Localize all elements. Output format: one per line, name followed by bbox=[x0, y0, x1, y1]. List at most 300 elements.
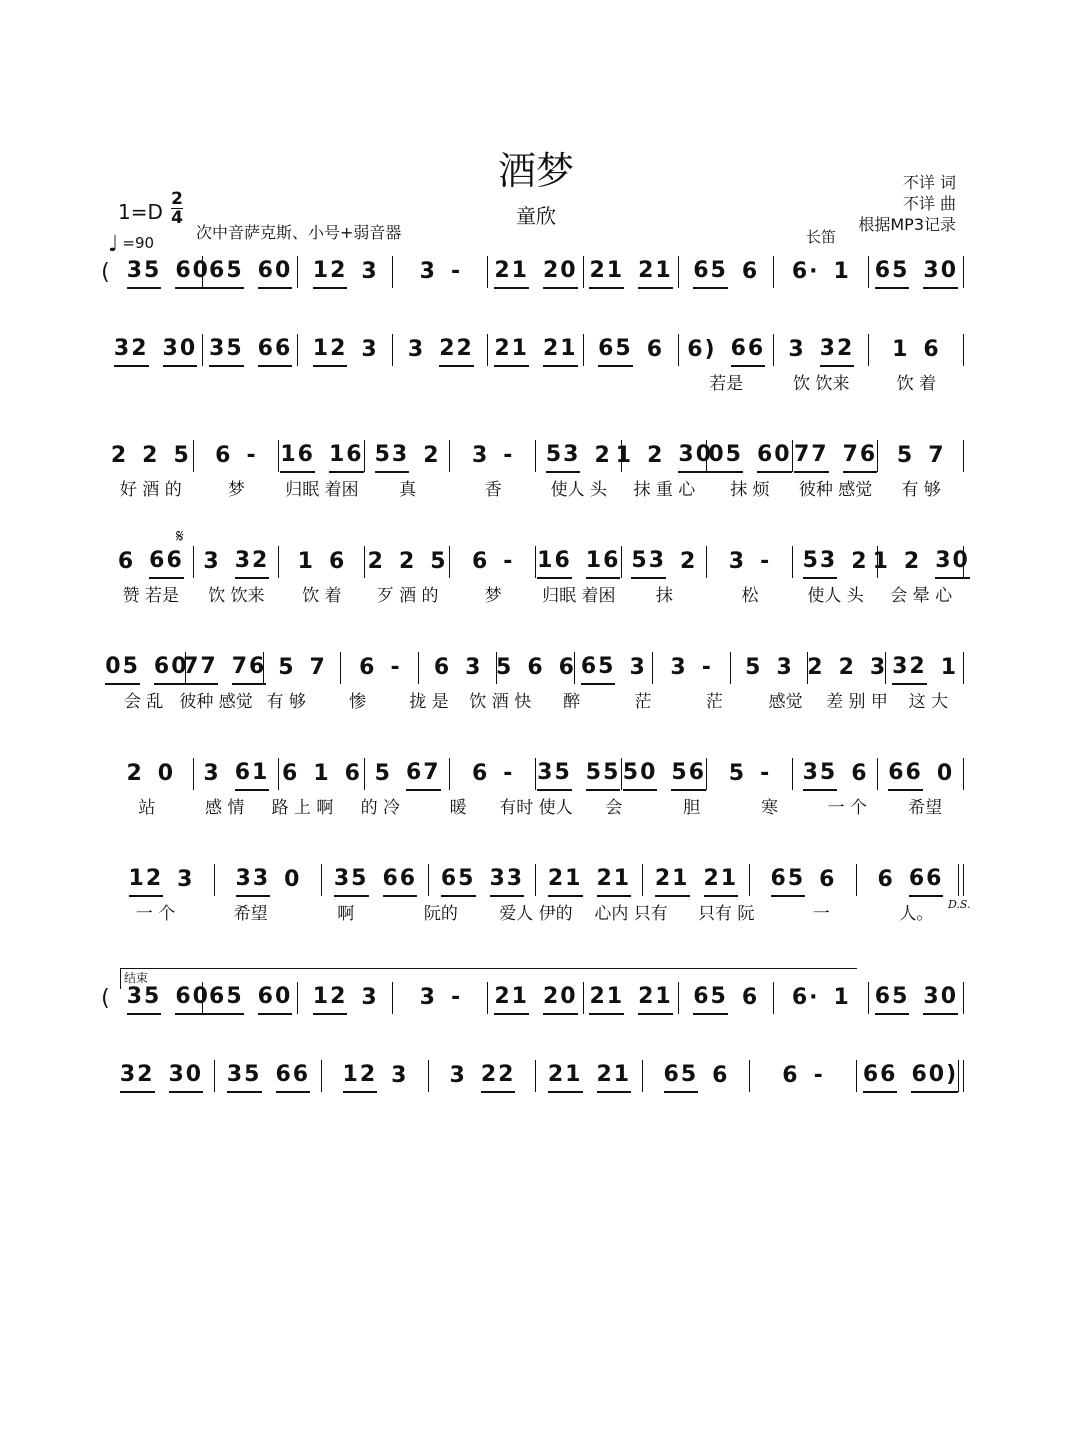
lyric-syllable: 会 乱 bbox=[123, 692, 164, 712]
measure bbox=[793, 759, 879, 789]
note-group: 60 bbox=[154, 652, 189, 685]
note-group: 21 bbox=[597, 1060, 632, 1093]
note-group: 65 bbox=[598, 334, 633, 367]
note-group: 20 bbox=[543, 982, 578, 1015]
note-group: 3 bbox=[361, 984, 379, 1010]
lyric-syllable: 歹 酒 的 bbox=[376, 586, 439, 606]
note-group: 66 bbox=[276, 1060, 311, 1093]
note-group: 21 bbox=[548, 1060, 583, 1093]
note-group: 60) bbox=[911, 1060, 958, 1093]
note-group: 6 bbox=[527, 654, 545, 680]
measure bbox=[774, 983, 869, 1013]
note-group: 1 bbox=[833, 258, 851, 284]
note-group: 30 bbox=[678, 440, 713, 473]
note-group: - bbox=[813, 1062, 825, 1088]
note-group: 3 bbox=[407, 336, 426, 362]
lyric-syllable: 心内 只有 bbox=[594, 904, 668, 924]
note-group: 2 bbox=[851, 548, 869, 574]
lyric-syllable: 使人 头 bbox=[807, 586, 864, 606]
measure bbox=[194, 759, 280, 789]
measure bbox=[536, 759, 622, 789]
note-group: 16 bbox=[280, 440, 315, 473]
note-group: 65 bbox=[441, 864, 476, 897]
note-group: 50 bbox=[623, 758, 658, 791]
note-group: 3 bbox=[203, 760, 221, 786]
measure bbox=[365, 547, 451, 577]
note-group: 5 bbox=[430, 548, 448, 574]
lyric-syllable: 会 晕 心 bbox=[890, 586, 953, 606]
lyric-syllable bbox=[298, 373, 393, 395]
lyric-syllable: 醉 bbox=[563, 692, 581, 712]
lyric-syllable: 站 bbox=[138, 798, 156, 818]
measure bbox=[707, 441, 793, 471]
lyric-syllable: 归眠 着困 bbox=[285, 480, 359, 500]
key-signature: 1=D bbox=[118, 200, 163, 224]
note-group: 76 bbox=[843, 440, 878, 473]
lyric-syllable: 感 情 bbox=[205, 798, 245, 818]
note-group: - bbox=[760, 548, 772, 574]
note-group: 77 bbox=[183, 652, 218, 685]
note-group: 32 bbox=[114, 334, 149, 367]
lyric-syllable: 爱人 伊的 bbox=[499, 904, 573, 924]
note-group: 3 bbox=[177, 866, 195, 892]
note-group: 2 bbox=[594, 442, 612, 468]
measure bbox=[774, 335, 869, 365]
instrument-note: 次中音萨克斯、小号+弱音器 bbox=[196, 223, 402, 242]
measure bbox=[679, 335, 774, 365]
measure bbox=[575, 653, 653, 683]
measure bbox=[774, 257, 869, 287]
measure bbox=[341, 653, 419, 683]
lyric-syllable bbox=[584, 373, 679, 395]
measure bbox=[429, 1061, 536, 1091]
note-group: 21 bbox=[638, 982, 673, 1015]
lyric-syllable: 希望 bbox=[908, 798, 943, 818]
measure bbox=[488, 983, 583, 1013]
lyric-syllable: 茫 bbox=[634, 692, 652, 712]
lyric-syllable: 的 冷 bbox=[360, 798, 401, 818]
note-group: 77 bbox=[794, 440, 829, 473]
measure bbox=[679, 983, 774, 1013]
measure bbox=[108, 335, 203, 365]
measure bbox=[869, 257, 964, 287]
note-group: 16 bbox=[537, 546, 572, 579]
measure bbox=[497, 653, 575, 683]
measure bbox=[584, 257, 679, 287]
note-group: 16 bbox=[586, 546, 621, 579]
note-group: 35 bbox=[127, 256, 162, 289]
note-group: 5 bbox=[278, 654, 296, 680]
bar-line bbox=[963, 1060, 964, 1092]
note-group: 6 bbox=[328, 548, 347, 574]
note-group: 3 bbox=[788, 336, 806, 362]
note-group: 5 bbox=[745, 654, 763, 680]
note-group: 65 bbox=[664, 1060, 699, 1093]
note-group: 65 bbox=[209, 256, 244, 289]
measure bbox=[279, 759, 365, 789]
measure bbox=[108, 759, 194, 789]
note-group: 2 bbox=[398, 548, 417, 574]
measure bbox=[108, 547, 194, 577]
note-group: 60 bbox=[258, 256, 293, 289]
note-group: - bbox=[503, 442, 515, 468]
lyric-syllable: 这 大 bbox=[908, 692, 949, 712]
tempo-value: =90 bbox=[122, 234, 155, 252]
time-signature-top: 2 bbox=[171, 189, 183, 209]
tempo-marking bbox=[108, 232, 154, 257]
note-group: 30 bbox=[923, 256, 958, 289]
ending-label: 结束 bbox=[124, 971, 149, 985]
measure bbox=[450, 441, 536, 471]
measure bbox=[886, 653, 964, 683]
note-group: 6 bbox=[471, 548, 490, 574]
note-group: 6) bbox=[687, 336, 717, 362]
note-group: 61 bbox=[235, 758, 270, 791]
measure bbox=[215, 1061, 322, 1091]
lyric-syllable: 只有 阮 bbox=[698, 904, 755, 924]
lyric-syllable: 彼种 感觉 bbox=[798, 480, 873, 500]
note-group: 6 bbox=[741, 258, 760, 284]
note-group: 30 bbox=[169, 1060, 204, 1093]
score-row bbox=[101, 257, 964, 287]
note-group: 1 bbox=[940, 654, 959, 680]
score-row bbox=[108, 759, 964, 789]
note-group: 53 bbox=[631, 546, 666, 579]
note-group: 30 bbox=[923, 982, 958, 1015]
note-group: 7 bbox=[928, 442, 946, 468]
measure bbox=[108, 1061, 215, 1091]
note-group: 22 bbox=[481, 1060, 516, 1093]
note-group: 21 bbox=[494, 982, 529, 1015]
measure bbox=[750, 1061, 857, 1091]
note-group: 21 bbox=[548, 864, 583, 897]
score-row bbox=[108, 441, 964, 471]
note-group: - bbox=[503, 548, 515, 574]
note-group: 60 bbox=[757, 440, 792, 473]
measure bbox=[365, 441, 451, 471]
score-row bbox=[108, 335, 964, 365]
note-group: 6 bbox=[471, 760, 490, 786]
note-group: 1 bbox=[297, 548, 315, 574]
note-group: 35 bbox=[803, 758, 838, 791]
credits-block bbox=[858, 172, 956, 235]
lyric-syllable: 胆 bbox=[683, 798, 701, 818]
segno-icon: 𝄋 bbox=[176, 526, 184, 547]
bar-line bbox=[963, 440, 964, 472]
measure bbox=[536, 1061, 643, 1091]
lyric-syllable: 寒 bbox=[760, 798, 778, 818]
note-group: 5 bbox=[896, 442, 915, 468]
measure bbox=[450, 547, 536, 577]
measure bbox=[298, 983, 393, 1013]
note-group: 2 bbox=[110, 442, 129, 468]
note-group: 6 bbox=[712, 1062, 730, 1088]
measure bbox=[322, 865, 429, 895]
bar-line bbox=[963, 546, 964, 578]
note-group: 5 bbox=[173, 442, 191, 468]
note-group: 3 bbox=[361, 336, 379, 362]
note-group: 65 bbox=[581, 652, 616, 685]
note-group: 3 bbox=[419, 984, 437, 1010]
note-group: 32 bbox=[820, 334, 855, 367]
lyricist-credit: 不详 词 bbox=[902, 173, 956, 192]
note-group: 53 bbox=[375, 440, 410, 473]
note-group: 5 bbox=[374, 760, 392, 786]
lyric-syllable: 有 够 bbox=[266, 692, 307, 712]
note-group: 30 bbox=[935, 546, 970, 579]
lyric-syllable: 抹 烦 bbox=[730, 480, 770, 500]
note-group: 6 bbox=[215, 442, 233, 468]
note-group: 30 bbox=[163, 334, 198, 367]
note-group: 2 bbox=[423, 442, 441, 468]
measure bbox=[872, 547, 970, 577]
note-group: 32 bbox=[120, 1060, 155, 1093]
note-group: 3 bbox=[776, 654, 794, 680]
measure bbox=[584, 335, 679, 365]
lyric-syllable: 归眠 着困 bbox=[542, 586, 616, 606]
note-group: 66 bbox=[383, 864, 418, 897]
lyric-syllable: 梦 bbox=[484, 586, 502, 606]
lyric-syllable: 赞 若是 bbox=[122, 586, 179, 606]
note-group: 3 bbox=[629, 654, 647, 680]
measure bbox=[750, 865, 857, 895]
lyric-syllable: 惨 bbox=[349, 692, 367, 712]
lyric-syllable: 路 上 啊 bbox=[271, 798, 334, 818]
note-group: 35 bbox=[334, 864, 369, 897]
measure bbox=[264, 653, 342, 683]
note-group: 32 bbox=[235, 546, 270, 579]
measure bbox=[108, 441, 194, 471]
note-group: 21 bbox=[638, 256, 673, 289]
note-group: 55 bbox=[586, 758, 621, 791]
note-group: 2 bbox=[903, 548, 922, 574]
note-group: 66 bbox=[149, 546, 184, 579]
note-group: - bbox=[503, 760, 515, 786]
note-group: 3 bbox=[203, 548, 221, 574]
lyric-syllable: 啊 bbox=[337, 904, 355, 924]
note-group: 65 bbox=[693, 256, 728, 289]
measure bbox=[869, 335, 964, 365]
bar-line bbox=[963, 256, 964, 288]
measure bbox=[101, 257, 210, 287]
note-group: 35 bbox=[127, 982, 162, 1015]
lyric-syllable: 人。 bbox=[899, 904, 934, 924]
note-group: 66 bbox=[258, 334, 293, 367]
lyric-syllable: 希望 bbox=[233, 904, 268, 924]
bar-line bbox=[963, 982, 964, 1014]
score-row bbox=[101, 983, 964, 1013]
lyric-syllable: 阮的 bbox=[423, 904, 458, 924]
note-group: 12 bbox=[343, 1060, 378, 1093]
lyric-syllable: 彼种 感觉 bbox=[179, 692, 253, 712]
note-group: 60 bbox=[175, 256, 210, 289]
note-group: 1 bbox=[872, 548, 890, 574]
note-group: 5 bbox=[496, 654, 514, 680]
score-row bbox=[108, 547, 970, 577]
lyric-syllable bbox=[393, 373, 488, 395]
measure bbox=[215, 865, 322, 895]
note-group: 1 bbox=[892, 336, 910, 362]
lyric-syllable bbox=[108, 373, 203, 395]
note-group: 21 bbox=[704, 864, 739, 897]
note-group: 21 bbox=[543, 334, 578, 367]
note-group: 7 bbox=[309, 654, 327, 680]
time-signature-bottom: 4 bbox=[171, 208, 183, 228]
measure bbox=[793, 547, 879, 577]
lyric-syllable: 松 bbox=[741, 586, 759, 606]
note-group: 3 bbox=[869, 654, 888, 680]
note-group: 6 bbox=[877, 866, 895, 892]
measure bbox=[536, 547, 622, 577]
lyric-syllable: 若是 bbox=[709, 374, 744, 394]
note-group: 12 bbox=[313, 334, 348, 367]
measure bbox=[878, 441, 964, 471]
lyric-syllable: 拢 是 bbox=[409, 692, 449, 712]
lyric-syllable: 会 bbox=[605, 798, 623, 818]
note-group: 6 bbox=[819, 866, 837, 892]
note-group: 16 bbox=[329, 440, 364, 473]
note-group: 21 bbox=[589, 256, 624, 289]
lyric-syllable: 饮 着 bbox=[896, 374, 937, 394]
lyric-syllable: 抹 bbox=[655, 586, 673, 606]
measure bbox=[279, 441, 365, 471]
lyric-syllable: 饮 饮来 bbox=[793, 374, 850, 394]
note-group: 35 bbox=[537, 758, 572, 791]
note-group: - bbox=[390, 654, 402, 680]
measure bbox=[731, 653, 809, 683]
measure bbox=[707, 759, 793, 789]
note-group: 0 bbox=[157, 760, 176, 786]
measure bbox=[393, 983, 488, 1013]
note-group: 12 bbox=[129, 864, 164, 897]
measure bbox=[203, 335, 298, 365]
measure bbox=[450, 759, 536, 789]
measure bbox=[707, 547, 793, 577]
ds-marking: D.S. bbox=[948, 898, 971, 911]
lyric-syllable: 感觉 bbox=[768, 692, 803, 712]
score-row bbox=[108, 865, 964, 895]
note-group: 60 bbox=[258, 982, 293, 1015]
measure bbox=[203, 257, 298, 287]
note-group: 33 bbox=[236, 864, 271, 897]
measure bbox=[105, 653, 189, 683]
note-group: 65 bbox=[875, 982, 910, 1015]
note-group: 6 bbox=[117, 548, 136, 574]
measure bbox=[536, 865, 643, 895]
note-group: 1 bbox=[833, 984, 851, 1010]
note-group: 35 bbox=[227, 1060, 262, 1093]
measure bbox=[808, 653, 886, 683]
note-group: 6· bbox=[791, 984, 820, 1010]
note-group: 3 bbox=[391, 1062, 409, 1088]
measure bbox=[622, 547, 708, 577]
lyric-syllable: 抹 重 心 bbox=[633, 480, 696, 500]
lyric-syllable: 有 够 bbox=[901, 480, 941, 500]
note-group: 65 bbox=[875, 256, 910, 289]
lyric-syllable: 使人 头 bbox=[550, 480, 607, 500]
measure bbox=[194, 547, 280, 577]
note-group: 3 bbox=[419, 258, 437, 284]
note-group: 60 bbox=[175, 982, 210, 1015]
measure bbox=[793, 441, 879, 471]
note-group: - bbox=[701, 654, 713, 680]
note-group: 21 bbox=[589, 982, 624, 1015]
lyric-syllable: 一 个 bbox=[827, 798, 867, 818]
note-group: 22 bbox=[439, 334, 474, 367]
measure bbox=[679, 257, 774, 287]
note-group: 21 bbox=[655, 864, 690, 897]
measure bbox=[101, 983, 210, 1013]
score-row bbox=[108, 1061, 964, 1091]
note-group: 33 bbox=[490, 864, 525, 897]
note-group: 3 bbox=[465, 654, 483, 680]
note-group: 66 bbox=[888, 758, 923, 791]
measure bbox=[488, 335, 583, 365]
note-group: 6 bbox=[344, 760, 362, 786]
measure bbox=[878, 759, 964, 789]
note-group: 56 bbox=[671, 758, 706, 791]
time-signature bbox=[170, 190, 184, 227]
note-group: 12 bbox=[313, 256, 348, 289]
note-group: 6 bbox=[782, 1062, 800, 1088]
note-group: 21 bbox=[597, 864, 632, 897]
song-title: 酒梦 bbox=[497, 149, 574, 193]
note-group: 1 bbox=[313, 760, 331, 786]
note-group: 3 bbox=[449, 1062, 467, 1088]
bar-line bbox=[963, 758, 964, 790]
note-group: 3 bbox=[471, 442, 490, 468]
note-group: 05 bbox=[105, 652, 140, 685]
measure bbox=[183, 653, 267, 683]
transcription-note: 根据MP3记录 bbox=[858, 215, 956, 234]
note-group: 12 bbox=[313, 982, 348, 1015]
measure bbox=[488, 257, 583, 287]
measure bbox=[393, 257, 488, 287]
composer-credit: 不详 曲 bbox=[902, 194, 956, 213]
measure bbox=[869, 983, 964, 1013]
note-group: 66 bbox=[731, 334, 766, 367]
paren-open: ( bbox=[101, 259, 110, 285]
note-group: 2 bbox=[647, 442, 665, 468]
note-group: - bbox=[760, 760, 772, 786]
note-group: 05 bbox=[708, 440, 743, 473]
note-group: 6 bbox=[282, 760, 300, 786]
measure bbox=[622, 759, 708, 789]
measure bbox=[393, 335, 488, 365]
note-group: 5 bbox=[728, 760, 747, 786]
note-group: 66 bbox=[909, 864, 944, 897]
note-group: 2 bbox=[126, 760, 144, 786]
quarter-note-icon: ♩ bbox=[108, 232, 119, 257]
note-group: 1 bbox=[615, 442, 634, 468]
note-group: 6 bbox=[558, 654, 576, 680]
note-group: 53 bbox=[803, 546, 838, 579]
note-group: 65 bbox=[693, 982, 728, 1015]
note-group: 6 bbox=[646, 336, 665, 362]
bar-line bbox=[963, 652, 964, 684]
measure bbox=[643, 865, 750, 895]
note-group: 3 bbox=[670, 654, 688, 680]
measure bbox=[429, 865, 536, 895]
note-group: 20 bbox=[543, 256, 578, 289]
lyric-syllable: 一 个 bbox=[135, 904, 176, 924]
lyric-syllable: 饮 着 bbox=[302, 586, 342, 606]
measure bbox=[536, 441, 622, 471]
note-group: - bbox=[246, 442, 258, 468]
lyric-syllable: 真 bbox=[399, 480, 417, 500]
score-row bbox=[105, 653, 964, 683]
lyric-syllable: 有时 使人 bbox=[499, 798, 573, 818]
